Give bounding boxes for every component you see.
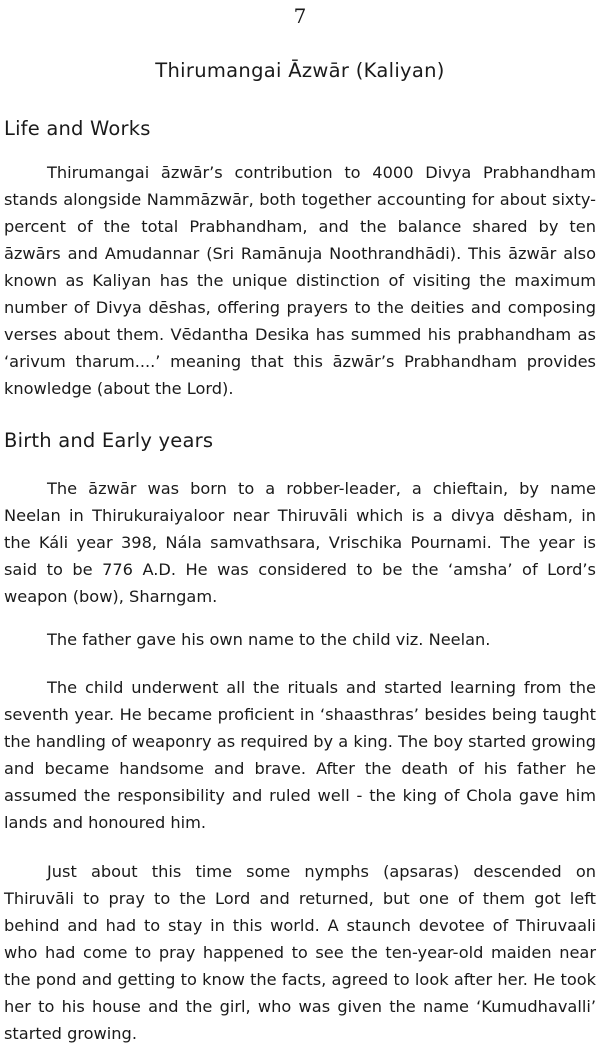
page-number: 7 [293, 4, 307, 28]
chapter-title: Thirumangai Āzwār (Kaliyan) [155, 59, 445, 82]
section-heading-life-and-works: Life and Works [4, 117, 151, 140]
paragraph: The āzwār was born to a robber-leader, a chieftain, by name Neelan in Thirukuraiyaloor near Thiruvāli which is a divya dēsham, in the Káli year 398, Nála samvathsara, Vrischika Pournami. The year is said to be 776 A.D. He was considered to be the ‘amsha’ of Lord’s weapon (bow), Sharngam. [4, 479, 596, 606]
section-heading-birth-and-early-years: Birth and Early years [4, 429, 214, 452]
paragraph: Thirumangai āzwār’s contribution to 4000 Divya Prabhandham stands alongside Nammāzwār, both together accounting for about sixty-percent of the total Prabhandham, and the balance shared by ten āzwārs and Amudannar (Sri Ramānuja Noothrandhādi). This āzwār also known as Kaliyan has the unique distinction of visiting the maximum number of Divya dēshas, offering prayers to the deities and composing verses about them. Vēdantha Desika has summed his prabhandham as ‘arivum tharum....’ meaning that this āzwār’s Prabhandham provides knowledge (about the Lord). [4, 163, 596, 398]
paragraph: Just about this time some nymphs (apsaras) descended on Thiruvāli to pray to the Lord and returned, but one of them got left behind and had to stay in this world. A staunch devotee of Thiruvaali who had come to pray happened to see the ten-year-old maiden near the pond and getting to know the facts, agreed to look after her. He took her to his house and the girl, who was given the name ‘Kumudhavalli’ started growing. [4, 862, 596, 1043]
paragraph: The father gave his own name to the child viz. Neelan. [47, 630, 491, 649]
paragraph: The child underwent all the rituals and started learning from the seventh year. He became proficient in ‘shaasthras’ besides being taught the handling of weaponry as required by a king. The boy started growing and became handsome and brave. After the death of his father he assumed the responsibility and ruled well - the king of Chola gave him lands and honoured him. [4, 678, 597, 832]
